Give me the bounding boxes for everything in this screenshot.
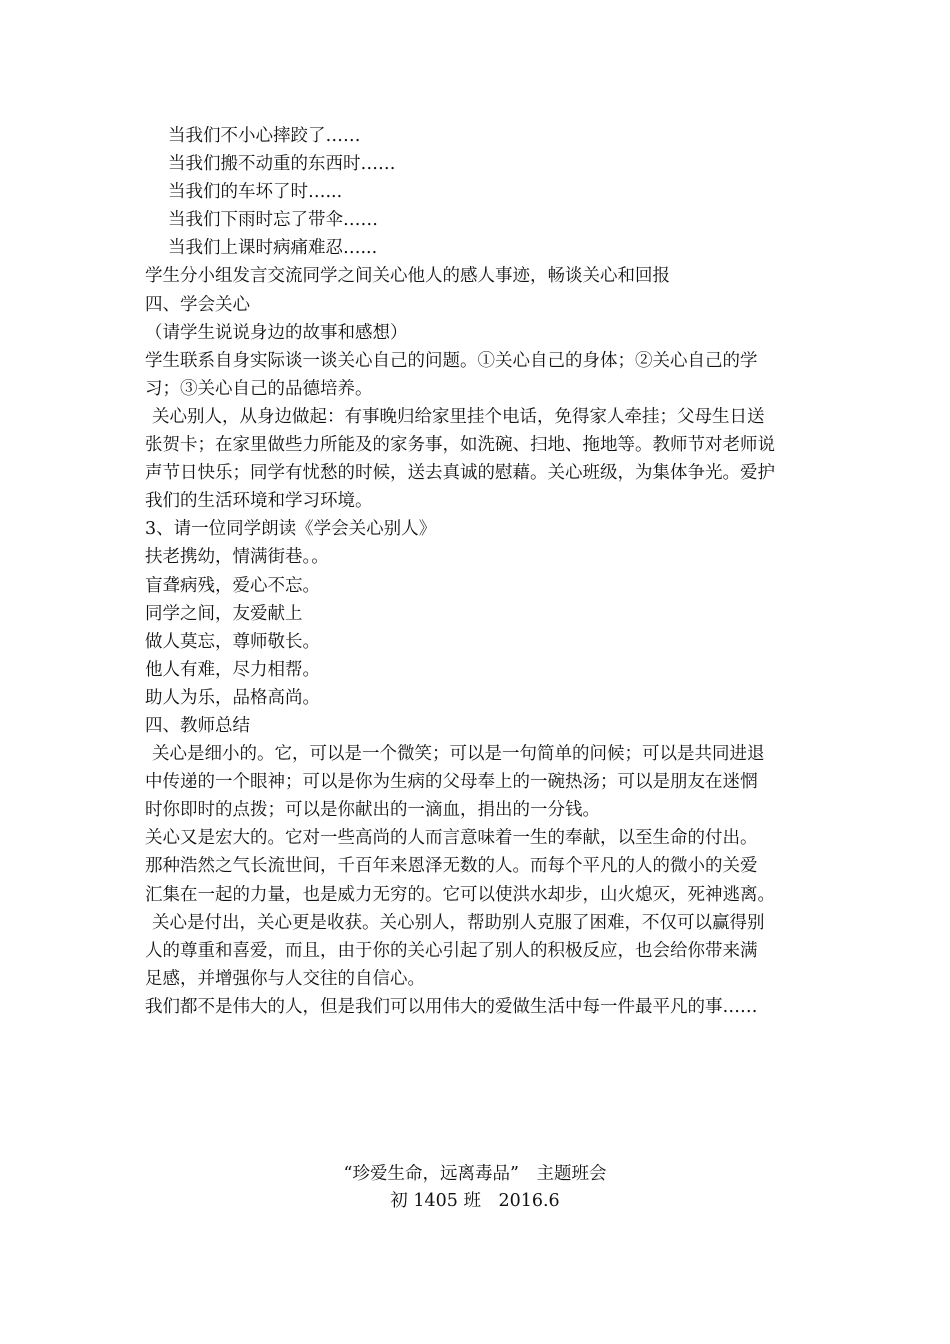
text-line: 当我们下雨时忘了带伞…… — [168, 210, 378, 231]
text-line: 声节日快乐；同学有忧愁的时候，送去真诚的慰藉。关心班级，为集体争光。爱护 — [145, 463, 775, 484]
text-line: 扶老携幼，情满街巷。。 — [145, 547, 329, 568]
text-line: 我们都不是伟大的人，但是我们可以用伟大的爱做生活中每一件最平凡的事…… — [145, 996, 758, 1017]
text-line: 当我们的车坏了时…... — [168, 182, 343, 203]
text-line: 我们的生活环境和学习环境。 — [145, 491, 373, 512]
text-line: 张贺卡；在家里做些力所能及的家务事，如洗碗、扫地、拖地等。教师节对老师说 — [145, 435, 775, 456]
text-line: 那种浩然之气长流世间，千百年来恩泽无数的人。而每个平凡的人的微小的关爱 — [145, 856, 758, 877]
text-line: 当我们上课时病痛难忍…... — [168, 238, 378, 259]
footer-title: “珍爱生命，远离毒品” 主题班会 — [343, 1164, 607, 1184]
text-line: 四、学会关心 — [145, 294, 250, 315]
text-line: 学生分小组发言交流同学之间关心他人的感人事迹，畅谈关心和回报 — [145, 266, 670, 287]
text-line: 他人有难，尽力相帮。 — [145, 659, 320, 680]
text-line: 盲聋病残，爱心不忘。 — [145, 575, 320, 596]
footer-class-date: 初 1405 班 2016.6 — [390, 1191, 560, 1211]
text-line: 助人为乐，品格高尚。 — [145, 687, 320, 708]
text-line: （请学生说说身边的故事和感想） — [145, 322, 408, 343]
text-line: 四、教师总结 — [145, 715, 250, 736]
text-line: 足感，并增强你与人交往的自信心。 — [145, 968, 425, 989]
text-line: 当我们搬不动重的东西时…… — [168, 154, 396, 175]
text-line: 做人莫忘，尊师敬长。 — [145, 631, 320, 652]
text-line: 习；③关心自己的品德培养。 — [145, 378, 373, 399]
text-line: 当我们不小心摔跤了…… — [168, 126, 361, 146]
text-line: 关心别人，从身边做起：有事晚归给家里挂个电话，免得家人牵挂；父母生日送 — [152, 406, 765, 427]
text-line: 中传递的一个眼神；可以是你为生病的父母奉上的一碗热汤；可以是朋友在迷惘 — [145, 772, 758, 793]
text-line: 时你即时的点拨；可以是你献出的一滴血，捐出的一分钱。 — [145, 800, 600, 821]
text-line: 3、请一位同学朗读《学会关心别人》 — [145, 519, 437, 540]
text-line: 学生联系自身实际谈一谈关心自己的问题。①关心自己的身体；②关心自己的学 — [145, 350, 758, 371]
text-line: 人的尊重和喜爱，而且，由于你的关心引起了别人的积极反应，也会给你带来满 — [145, 940, 758, 961]
text-line: 关心是细小的。它，可以是一个微笑；可以是一句简单的问候；可以是共同进退 — [152, 744, 765, 765]
text-line: 同学之间，友爱献上 — [145, 603, 303, 624]
text-line: 关心又是宏大的。它对一些高尚的人而言意味着一生的奉献，以至生命的付出。 — [145, 828, 758, 849]
text-line: 关心是付出，关心更是收获。关心别人，帮助别人克服了困难，不仅可以赢得别 — [152, 912, 765, 933]
body-text — [145, 122, 815, 1021]
text-line: 汇集在一起的力量，也是威力无穷的。它可以使洪水却步，山火熄灭，死神逃离。 — [145, 884, 775, 905]
